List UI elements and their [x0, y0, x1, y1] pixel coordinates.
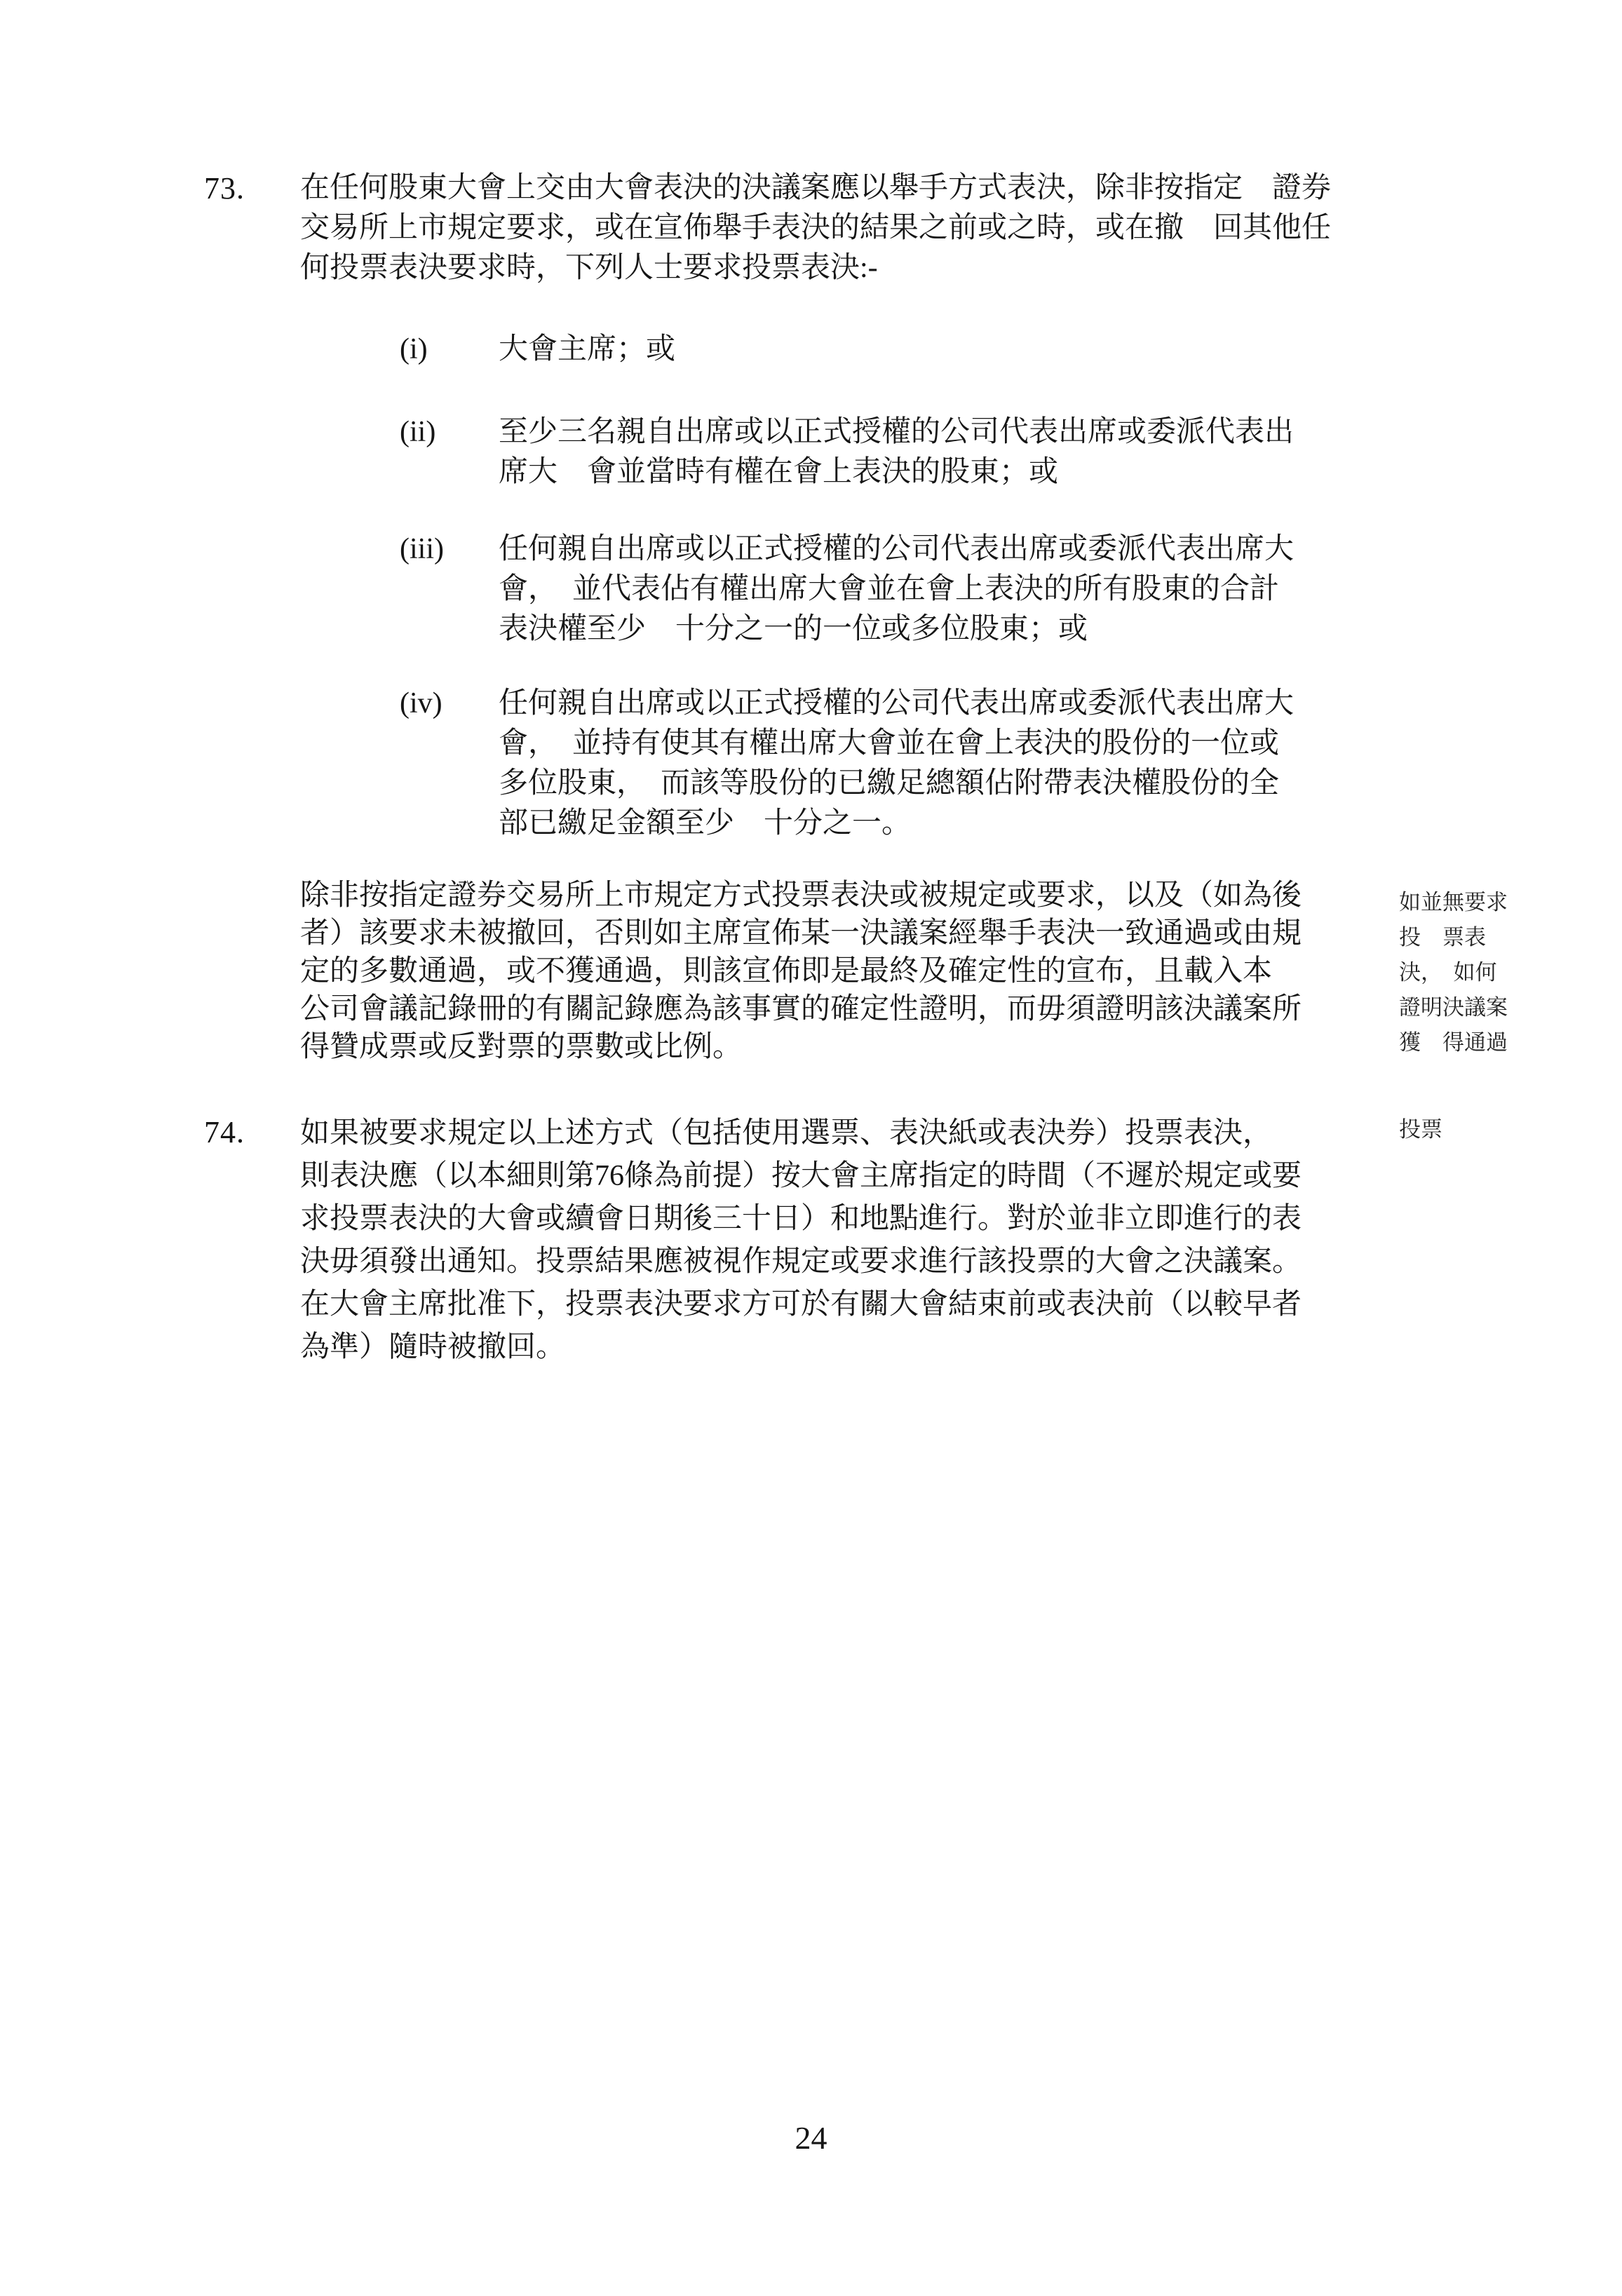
subitem-i-label: (i)	[400, 333, 428, 365]
margin-note-line: 獲 得通過	[1399, 1030, 1508, 1055]
paragraph-line: 得贊成票或反對票的票數或比例。	[300, 1031, 743, 1063]
margin-note-clause-73	[1399, 885, 1602, 1060]
subitem-iii-label: (iii)	[400, 533, 444, 565]
paragraph-line: 會， 並持有使其有權出席大會並在會上表決的股份的一位或	[499, 727, 1280, 759]
paragraph-line: 多位股東， 而該等股份的已繳足總額佔附帶表決權股份的全	[499, 767, 1280, 799]
paragraph-line: 決毋須發出通知。投票結果應被視作規定或要求進行該投票的大會之決議案。	[300, 1245, 1302, 1278]
subitem-iv-text	[499, 684, 1347, 844]
paragraph-line: 為準）隨時被撤回。	[300, 1331, 566, 1363]
paragraph-line: 何投票表決要求時，下列人士要求投票表決:-	[300, 252, 878, 284]
paragraph-line: 定的多數通過，或不獲通過，則該宣佈即是最終及確定性的宣布，且載入本	[300, 955, 1273, 987]
paragraph-line: 在大會主席批准下，投票表決要求方可於有關大會結束前或表決前（以較早者	[300, 1288, 1302, 1321]
paragraph-line: 者）該要求未被撤回，否則如主席宣佈某一決議案經舉手表決一致通過或由規	[300, 917, 1302, 950]
clause-74-number: 74.	[204, 1115, 245, 1149]
paragraph-line: 則表決應（以本細則第76條為前提）按大會主席指定的時間（不遲於規定或要	[300, 1160, 1302, 1192]
margin-note-line: 投票	[1399, 1117, 1442, 1142]
paragraph-line: 在任何股東大會上交由大會表決的決議案應以舉手方式表決，除非按指定 證券	[300, 172, 1332, 204]
margin-note-line: 證明決議案	[1399, 995, 1508, 1020]
clause-74-paragraph	[300, 1112, 1352, 1369]
paragraph-line: 求投票表決的大會或續會日期後三十日）和地點進行。對於並非立即進行的表	[300, 1203, 1302, 1235]
paragraph-line: 大會主席；或	[499, 333, 676, 365]
subitem-i-text	[499, 330, 1347, 370]
subitem-ii-text	[499, 412, 1347, 492]
subitem-iv-label: (iv)	[400, 687, 442, 720]
margin-note-line: 如並無要求	[1399, 890, 1508, 914]
paragraph-line: 會， 並代表佔有權出席大會並在會上表決的所有股東的合計	[499, 573, 1280, 605]
subitem-iii-text	[499, 529, 1347, 649]
paragraph-line: 交易所上市規定要求，或在宣佈舉手表決的結果之前或之時，或在撤 回其他任	[300, 212, 1332, 244]
page-number: 24	[795, 2120, 827, 2156]
clause-73-number: 73.	[204, 171, 245, 205]
paragraph-line: 公司會議記錄冊的有關記錄應為該事實的確定性證明，而毋須證明該決議案所	[300, 993, 1302, 1025]
paragraph-line: 席大 會並當時有權在會上表決的股東；或	[499, 456, 1059, 488]
margin-note-line: 決， 如何	[1399, 960, 1497, 985]
paragraph-line: 至少三名親自出席或以正式授權的公司代表出席或委派代表出	[499, 416, 1295, 448]
margin-note-line: 投 票表	[1399, 925, 1486, 950]
paragraph-line: 部已繳足金額至少 十分之一。	[499, 807, 912, 839]
margin-note-clause-74	[1399, 1112, 1602, 1147]
paragraph-line: 表決權至少 十分之一的一位或多位股東；或	[499, 613, 1088, 645]
paragraph-line: 任何親自出席或以正式授權的公司代表出席或委派代表出席大	[499, 687, 1295, 720]
paragraph-line: 任何親自出席或以正式授權的公司代表出席或委派代表出席大	[499, 533, 1295, 565]
paragraph-line: 除非按指定證券交易所上市規定方式投票表決或被規定或要求，以及（如為後	[300, 879, 1302, 912]
clause-73-closing-paragraph	[300, 877, 1352, 1066]
clause-73-paragraph	[300, 168, 1352, 288]
subitem-ii-label: (ii)	[400, 416, 436, 448]
paragraph-line: 如果被要求規定以上述方式（包括使用選票、表決紙或表決券）投票表決，	[300, 1117, 1273, 1149]
